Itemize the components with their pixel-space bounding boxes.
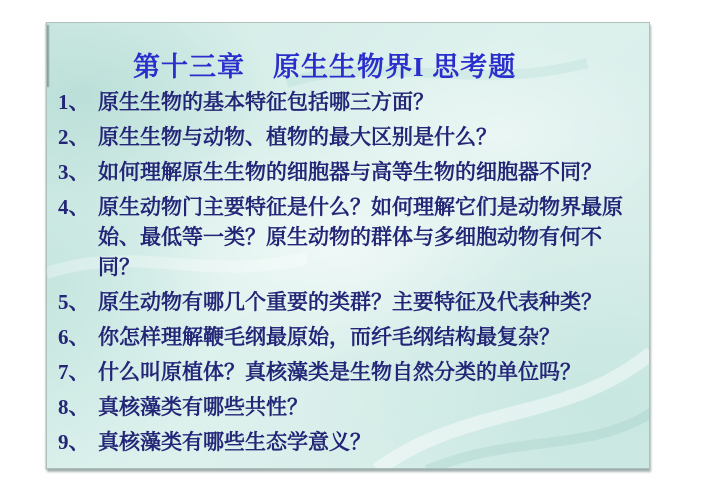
question-text: 真核藻类有哪些共性？ [98, 395, 308, 419]
question-text: 原生生物与动物、植物的最大区别是什么？ [98, 125, 497, 149]
question-text: 如何理解原生生物的细胞器与高等生物的细胞器不同？ [98, 160, 602, 184]
question-text: 原生动物门主要特征是什么？如何理解它们是动物界最原始、最低等一类？原生动物的群体与多细胞动物有何不同？ [98, 195, 623, 279]
question-number: 2、 [58, 125, 90, 149]
question-item [58, 392, 638, 422]
question-item [58, 427, 638, 457]
question-number: 7、 [58, 360, 90, 384]
question-item [58, 157, 638, 187]
question-item [58, 322, 638, 352]
question-text: 什么叫原植体？真核藻类是生物自然分类的单位吗？ [98, 360, 581, 384]
question-list [58, 87, 638, 462]
question-item [58, 192, 638, 282]
question-item [58, 287, 638, 317]
question-number: 5、 [58, 290, 90, 314]
question-text: 原生动物有哪几个重要的类群？主要特征及代表种类？ [98, 290, 602, 314]
question-number: 1、 [58, 90, 90, 114]
question-text: 你怎样理解鞭毛纲最原始，而纤毛纲结构最复杂？ [98, 325, 560, 349]
slide-title: 第十三章 原生生物界I 思考题 [133, 52, 517, 82]
question-item [58, 122, 638, 152]
question-item [58, 87, 638, 117]
question-number: 6、 [58, 325, 90, 349]
question-text: 原生生物的基本特征包括哪三方面？ [98, 90, 434, 114]
question-number: 3、 [58, 160, 90, 184]
question-item [58, 357, 638, 387]
question-number: 4、 [58, 195, 90, 219]
question-number: 8、 [58, 395, 90, 419]
question-number: 9、 [58, 430, 90, 454]
question-text: 真核藻类有哪些生态学意义？ [98, 430, 371, 454]
slide [46, 22, 650, 469]
